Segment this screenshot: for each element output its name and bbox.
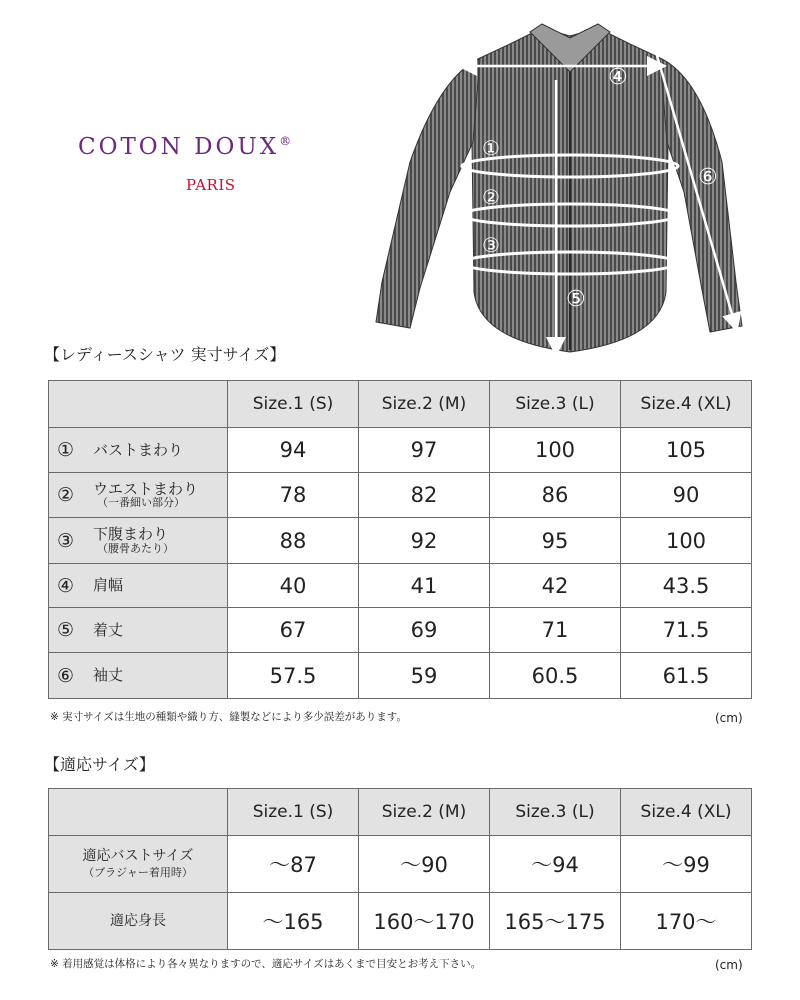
spec-header-row xyxy=(49,381,752,428)
cell-value: 170～ xyxy=(621,893,752,950)
table-row xyxy=(49,893,752,950)
table-row xyxy=(49,608,752,653)
marker-4: ④ xyxy=(608,65,628,90)
shirt-right-sleeve xyxy=(660,58,742,332)
cell-value: 78 xyxy=(228,473,359,518)
fit-table xyxy=(48,788,752,950)
spec-note: ※ 実寸サイズは生地の種類や織り方、縫製などにより多少誤差があります。 xyxy=(50,711,407,723)
spec-header-size-2: Size.2 (M) xyxy=(359,381,490,428)
cell-value: 59 xyxy=(359,653,490,699)
cell-value: 67 xyxy=(228,608,359,653)
cell-value: 100 xyxy=(621,518,752,564)
logo-city: PARIS xyxy=(186,176,236,194)
cell-value: 105 xyxy=(621,428,752,473)
logo-registered: ® xyxy=(279,134,295,148)
marker-6: ⑥ xyxy=(698,165,718,190)
fit-header-size-3: Size.3 (L) xyxy=(490,789,621,836)
shirt-measurement-figure xyxy=(370,22,770,357)
table-row xyxy=(49,653,752,699)
fit-header-row xyxy=(49,789,752,836)
row-label: ② ウエストまわり （一番細い部分） xyxy=(49,473,228,518)
marker-1: ① xyxy=(482,136,500,160)
cell-value: 90 xyxy=(621,473,752,518)
cell-value: 92 xyxy=(359,518,490,564)
spec-header-size-4: Size.4 (XL) xyxy=(621,381,752,428)
cell-value: 57.5 xyxy=(228,653,359,699)
row-label: 適応身長 xyxy=(49,893,228,950)
brand-logo xyxy=(78,134,368,194)
row-label: ① バストまわり xyxy=(49,428,228,473)
cell-value: 88 xyxy=(228,518,359,564)
cell-value: ～87 xyxy=(228,836,359,893)
spec-title: 【レディースシャツ 実寸サイズ】 xyxy=(44,345,286,364)
row-label: ③ 下腹まわり （腰骨あたり） xyxy=(49,518,228,564)
cell-value: 165～175 xyxy=(490,893,621,950)
row-label: ⑤ 着丈 xyxy=(49,608,228,653)
fit-note: ※ 着用感覚は体格により各々異なりますので、適応サイズはあくまで目安とお考え下さい。 xyxy=(50,958,482,970)
cell-value: ～90 xyxy=(359,836,490,893)
cell-value: 82 xyxy=(359,473,490,518)
fit-header-size-2: Size.2 (M) xyxy=(359,789,490,836)
fit-header-size-4: Size.4 (XL) xyxy=(621,789,752,836)
row-label: ④ 肩幅 xyxy=(49,564,228,608)
cell-value: 160～170 xyxy=(359,893,490,950)
table-row xyxy=(49,564,752,608)
fit-header-size-1: Size.1 (S) xyxy=(228,789,359,836)
cell-value: 71 xyxy=(490,608,621,653)
table-row xyxy=(49,518,752,564)
cell-value: 95 xyxy=(490,518,621,564)
cell-value: ～94 xyxy=(490,836,621,893)
cell-value: 40 xyxy=(228,564,359,608)
cell-value: 86 xyxy=(490,473,621,518)
cell-value: 71.5 xyxy=(621,608,752,653)
table-row xyxy=(49,428,752,473)
marker-3: ③ xyxy=(482,233,500,257)
row-label: ⑥ 袖丈 xyxy=(49,653,228,699)
shirt-left-sleeve xyxy=(376,58,480,328)
cell-value: 97 xyxy=(359,428,490,473)
spec-unit: (cm) xyxy=(715,711,743,725)
fit-header-blank xyxy=(49,789,228,836)
cell-value: 41 xyxy=(359,564,490,608)
row-label: 適応バストサイズ （ブラジャー着用時） xyxy=(49,836,228,893)
cell-value: 100 xyxy=(490,428,621,473)
fit-unit: (cm) xyxy=(715,958,743,972)
marker-5: ⑤ xyxy=(566,287,586,312)
spec-table xyxy=(48,380,752,699)
spec-header-size-1: Size.1 (S) xyxy=(228,381,359,428)
table-row xyxy=(49,473,752,518)
spec-header-blank xyxy=(49,381,228,428)
table-row xyxy=(49,836,752,893)
cell-value: 60.5 xyxy=(490,653,621,699)
logo-brand: COTON DOUX xyxy=(78,134,280,160)
spec-header-size-3: Size.3 (L) xyxy=(490,381,621,428)
cell-value: 43.5 xyxy=(621,564,752,608)
fit-title: 【適応サイズ】 xyxy=(44,755,155,774)
cell-value: 69 xyxy=(359,608,490,653)
marker-2: ② xyxy=(482,185,500,209)
cell-value: 94 xyxy=(228,428,359,473)
cell-value: 61.5 xyxy=(621,653,752,699)
cell-value: 42 xyxy=(490,564,621,608)
cell-value: ～165 xyxy=(228,893,359,950)
cell-value: ～99 xyxy=(621,836,752,893)
